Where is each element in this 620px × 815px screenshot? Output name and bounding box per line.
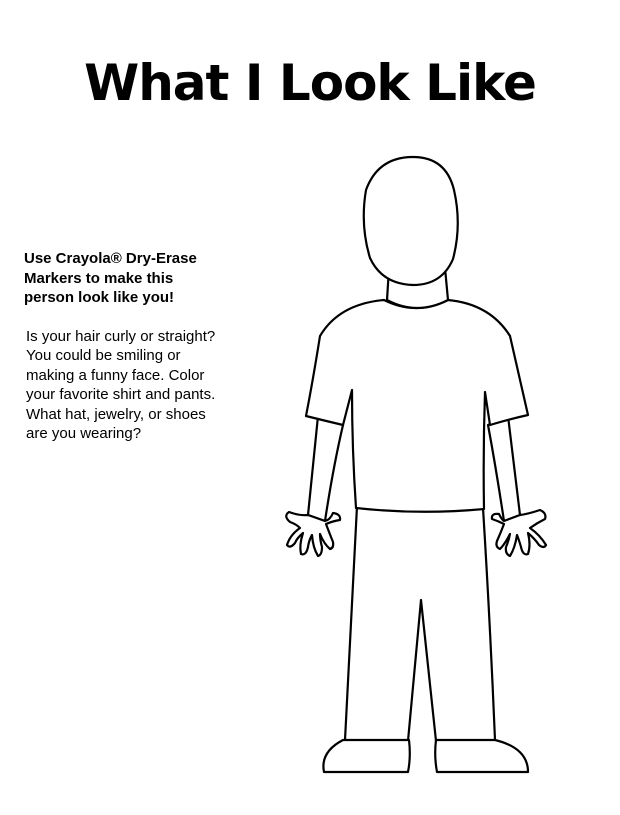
instructions-body-line: Is your hair curly or straight?	[26, 327, 216, 345]
person-outline-figure	[270, 150, 570, 790]
instructions-lead-line: person look like you!	[24, 289, 175, 306]
instructions-body-line: making a funny face. Color	[26, 366, 205, 384]
instructions-body-line: What hat, jewelry, or shoes	[26, 405, 206, 423]
instructions-body-line: your favorite shirt and pants.	[26, 386, 216, 403]
instructions-lead-line: Use Crayola® Dry-Erase	[24, 250, 197, 267]
instructions-lead	[24, 249, 274, 308]
instructions-lead-line: Markers to make this	[24, 269, 174, 287]
instructions-body-line: You could be smiling or	[26, 347, 181, 364]
instructions-body	[26, 327, 274, 444]
instructions	[24, 249, 274, 444]
left-shoe	[323, 740, 409, 772]
left-arm	[308, 416, 343, 521]
head-outline	[364, 157, 458, 285]
pants-outline	[345, 506, 495, 741]
left-hand	[286, 512, 340, 556]
right-shoe	[435, 740, 528, 772]
page-title: What I Look Like	[84, 53, 536, 112]
right-hand	[492, 510, 546, 556]
right-arm	[488, 416, 520, 521]
instructions-body-line: are you wearing?	[26, 425, 142, 442]
shirt-outline	[306, 300, 528, 512]
person-outline-drawing	[270, 150, 570, 790]
